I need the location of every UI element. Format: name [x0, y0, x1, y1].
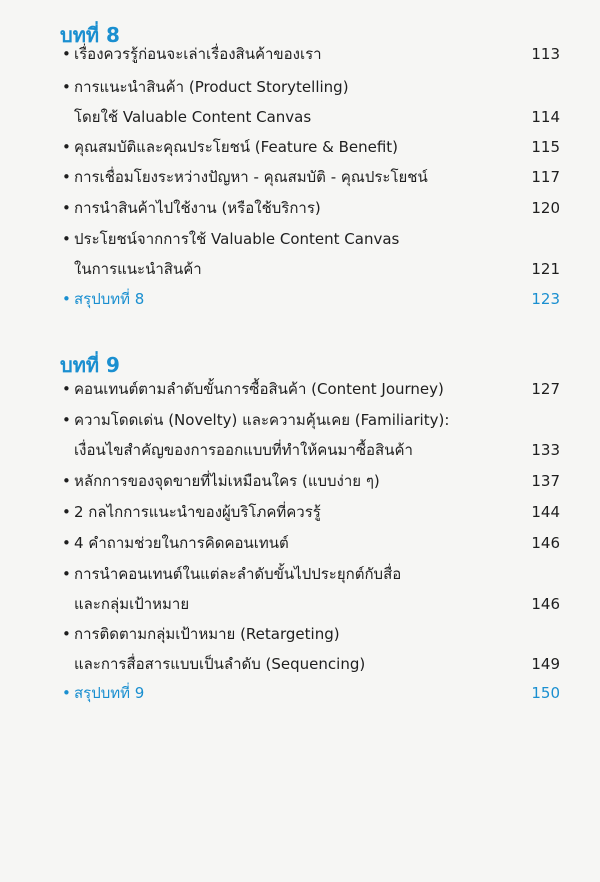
toc-entry-continuation: ในการแนะนำสินค้า 121 [74, 260, 560, 278]
toc-entry-continuation: เงื่อนไขสำคัญของการออกแบบที่ทำให้คนมาซื้อสินค้า 133 [74, 441, 560, 459]
bullet-icon: • [62, 411, 71, 429]
page-number: 114 [531, 108, 560, 126]
bullet-icon: • [62, 625, 71, 643]
toc-entry: • การนำคอนเทนต์ในแต่ละลำดับขั้นไปประยุกต์กับสื่อ [62, 565, 402, 583]
toc-entry: • ประโยชน์จากการใช้ Valuable Content Canvas [62, 230, 400, 248]
bullet-icon: • [62, 290, 71, 308]
toc-entry: • คอนเทนต์ตามลำดับขั้นการซื้อสินค้า (Content Journey) 127 [62, 380, 560, 398]
page-number: 123 [531, 290, 560, 308]
page-number: 113 [531, 45, 560, 63]
toc-entry: • การแนะนำสินค้า (Product Storytelling) [62, 78, 349, 96]
toc-entry-continuation: และการสื่อสารแบบเป็นลำดับ (Sequencing) 149 [74, 655, 560, 673]
page-number: 121 [531, 260, 560, 278]
bullet-icon: • [62, 199, 71, 217]
toc-summary-entry: • สรุปบทที่ 9 150 [62, 684, 560, 702]
page-number: 137 [531, 472, 560, 490]
toc-summary-entry: • สรุปบทที่ 8 123 [62, 290, 560, 308]
bullet-icon: • [62, 565, 71, 583]
page-number: 146 [531, 595, 560, 613]
bullet-icon: • [62, 684, 71, 702]
toc-entry: • หลักการของจุดขายที่ไม่เหมือนใคร (แบบง่าย ๆ) 137 [62, 472, 560, 490]
toc-entry-continuation: โดยใช้ Valuable Content Canvas 114 [74, 108, 560, 126]
page-number: 146 [531, 534, 560, 552]
toc-entry: • 2 กลไกการแนะนำของผู้บริโภคที่ควรรู้ 144 [62, 503, 560, 521]
toc-entry: • การนำสินค้าไปใช้งาน (หรือใช้บริการ) 120 [62, 199, 560, 217]
bullet-icon: • [62, 472, 71, 490]
bullet-icon: • [62, 380, 71, 398]
toc-entry: • การเชื่อมโยงระหว่างปัญหา - คุณสมบัติ - คุณประโยชน์ 117 [62, 168, 560, 186]
page-number: 127 [531, 380, 560, 398]
chapter-9-heading: บทที่ 9 [60, 353, 120, 377]
page-number: 115 [531, 138, 560, 156]
toc-entry-continuation: และกลุ่มเป้าหมาย 146 [74, 595, 560, 613]
page-number: 133 [531, 441, 560, 459]
toc-entry: • ความโดดเด่น (Novelty) และความคุ้นเคย (Familiarity): [62, 411, 450, 429]
bullet-icon: • [62, 45, 71, 63]
bullet-icon: • [62, 230, 71, 248]
bullet-icon: • [62, 534, 71, 552]
toc-entry: • เรื่องควรรู้ก่อนจะเล่าเรื่องสินค้าของเรา 113 [62, 45, 560, 63]
bleed-through-margin [0, 0, 50, 882]
bullet-icon: • [62, 503, 71, 521]
toc-entry: • การติดตามกลุ่มเป้าหมาย (Retargeting) [62, 625, 340, 643]
page-number: 150 [531, 684, 560, 702]
bullet-icon: • [62, 138, 71, 156]
page-number: 144 [531, 503, 560, 521]
chapter-8-heading: บทที่ 8 [60, 23, 120, 47]
page-number: 120 [531, 199, 560, 217]
page-number: 149 [531, 655, 560, 673]
toc-entry: • 4 คำถามช่วยในการคิดคอนเทนต์ 146 [62, 534, 560, 552]
toc-entry: • คุณสมบัติและคุณประโยชน์ (Feature & Benefit) 115 [62, 138, 560, 156]
page-number: 117 [531, 168, 560, 186]
bullet-icon: • [62, 168, 71, 186]
bullet-icon: • [62, 78, 71, 96]
